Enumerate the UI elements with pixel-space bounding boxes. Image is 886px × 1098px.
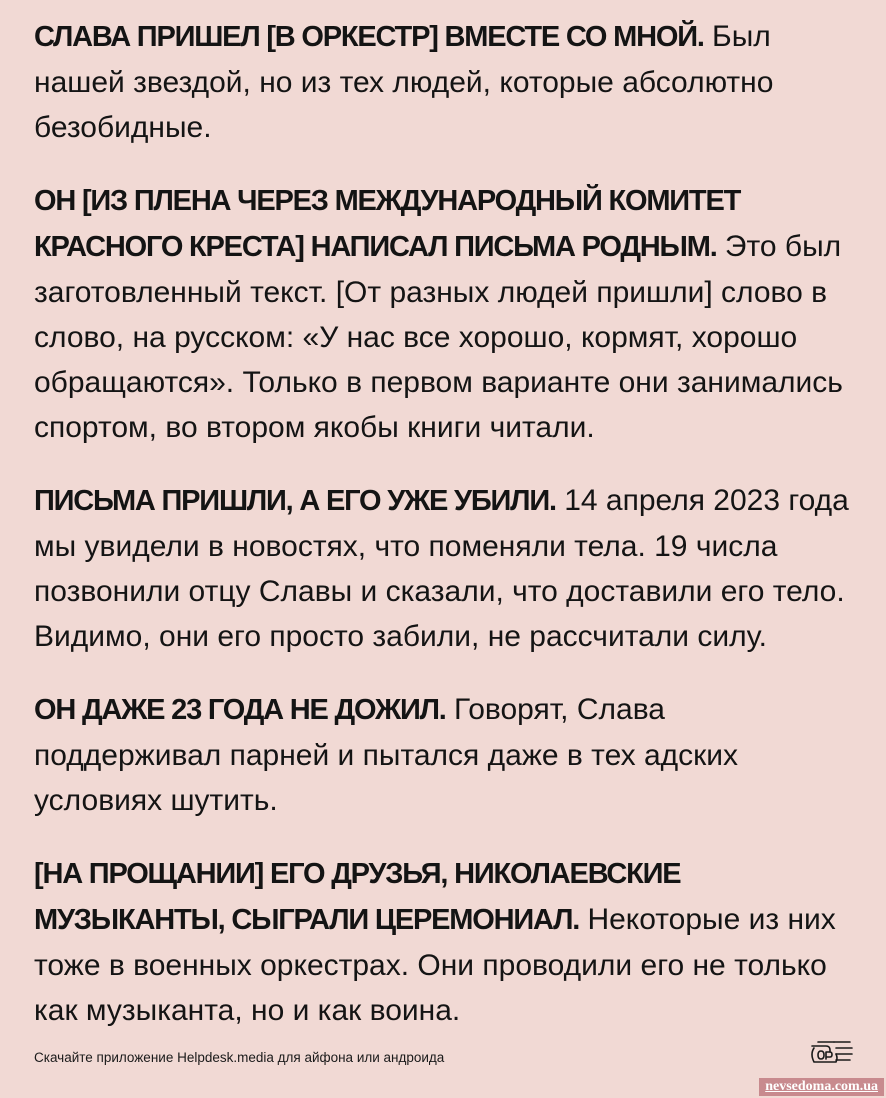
paragraph-5 bbox=[34, 851, 854, 1033]
app-download-note[interactable]: Скачайте приложение Helpdesk.media для айфона или андроида bbox=[34, 1050, 445, 1065]
paragraph-text: Некоторые из них тоже в военных оркестрах. Они проводили его не только как музыканта, но и как воина. bbox=[34, 903, 836, 1027]
paragraph-text: Говорят, Слава поддерживал парней и пытался даже в тех адских условиях шутить. bbox=[34, 693, 739, 817]
paragraph-lead: ОН ДАЖЕ 23 ГОДА НЕ ДОЖИЛ. bbox=[34, 694, 446, 726]
paragraph-4 bbox=[34, 687, 854, 823]
paragraph-lead: ОН [ИЗ ПЛЕНА ЧЕРЕЗ МЕЖДУНАРОДНЫЙ КОМИТЕТ КРАСНОГО КРЕСТА] НАПИСАЛ ПИСЬМА РОДНЫМ. bbox=[34, 185, 741, 263]
site-watermark[interactable]: nevsedoma.com.ua bbox=[759, 1078, 884, 1096]
paragraph-2 bbox=[34, 178, 854, 450]
paragraph-text: 14 апреля 2023 года мы увидели в новостях, что поменяли тела. 19 числа позвонили отцу Славы и сказали, что доставили его тело. Видимо, они его просто забили, не рассчитали силу. bbox=[34, 484, 849, 653]
paragraph-lead: ПИСЬМА ПРИШЛИ, А ЕГО УЖЕ УБИЛИ. bbox=[34, 485, 556, 517]
paragraph-lead: [НА ПРОЩАНИИ] ЕГО ДРУЗЬЯ, НИКОЛАЕВСКИЕ МУЗЫКАНТЫ, СЫГРАЛИ ЦЕРЕМОНИАЛ. bbox=[34, 858, 681, 936]
hand-logo-icon bbox=[808, 1036, 854, 1070]
article-body bbox=[34, 14, 854, 1061]
paragraph-text: Был нашей звездой, но из тех людей, которые абсолютно безобидные. bbox=[34, 20, 774, 144]
paragraph-lead: СЛАВА ПРИШЕЛ [В ОРКЕСТР] ВМЕСТЕ СО МНОЙ. bbox=[34, 21, 704, 53]
paragraph-text: Это был заготовленный текст. [От разных людей пришли] слово в слово, на русском: «У нас все хорошо, кормят, хорошо обращаются». Только в первом варианте они занимались спортом, во втором якобы книги читали. bbox=[34, 230, 843, 444]
paragraph-1 bbox=[34, 14, 854, 150]
paragraph-3 bbox=[34, 478, 854, 659]
